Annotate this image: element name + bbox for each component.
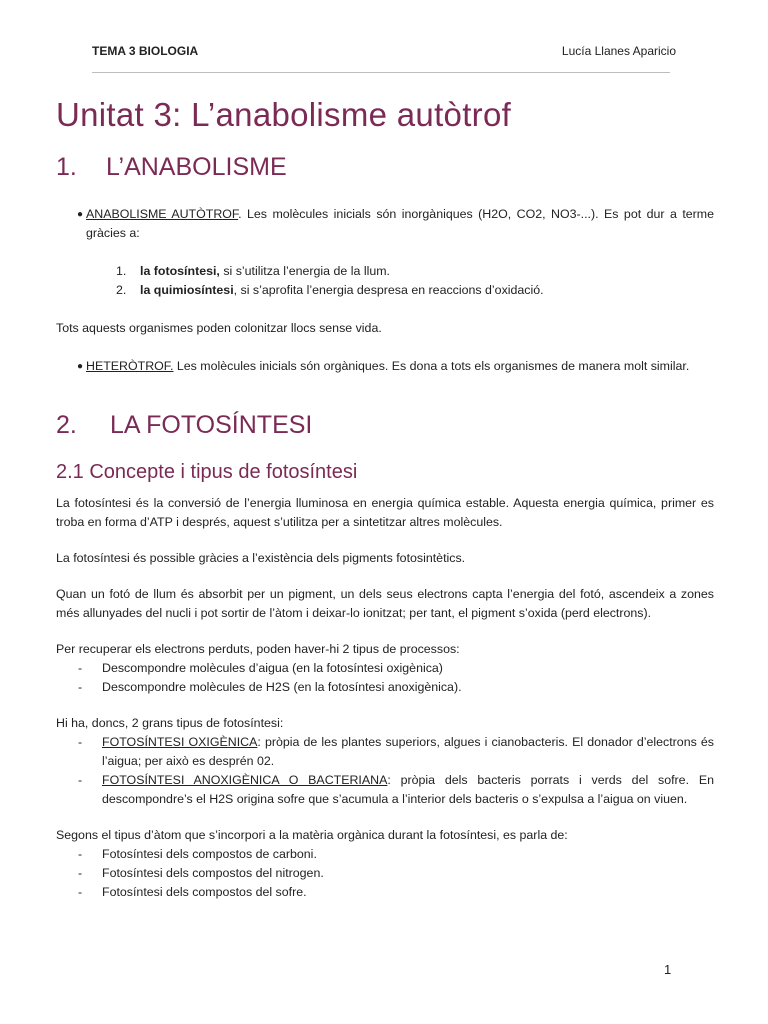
list-item-text: Fotosíntesi dels compostos del sofre. xyxy=(102,885,307,899)
page-header xyxy=(92,44,676,62)
paragraph-recover: Per recuperar els electrons perduts, poden haver-hi 2 tipus de processos: xyxy=(56,642,460,656)
document-body xyxy=(56,92,714,902)
list-item xyxy=(56,864,714,883)
item-bold: la quimiosíntesi xyxy=(140,283,234,297)
list-item xyxy=(56,845,714,864)
list-item-text: Fotosíntesi dels compostos del nitrogen. xyxy=(102,866,324,880)
header-divider xyxy=(92,72,670,73)
header-author: Lucía Llanes Aparicio xyxy=(561,44,676,58)
paragraph-atoms: Segons el tipus d’àtom que s’incorpori a la matèria orgànica durant la fotosíntesi, es parla de: xyxy=(56,828,568,842)
numbered-item-1 xyxy=(56,262,714,281)
dash-marker: - xyxy=(78,866,83,880)
numbered-list xyxy=(56,262,714,300)
term-anabolisme-autotrof: ANABOLISME AUTÒTROF xyxy=(86,207,239,221)
paragraph-photon: Quan un fotó de llum és absorbit per un pigment, un dels seus electrons capta l’energia del fotó, ascendeix a zones més allunyades del nucli i pot sortir de l’àtom i deixar-lo ionitzat; per tant, el pigment s’oxida (perd electrons). xyxy=(56,587,714,620)
list-item-text: Descompondre molècules de H2S (en la fotosíntesi anoxigènica). xyxy=(102,680,462,694)
dash-marker: - xyxy=(78,847,83,861)
list-item xyxy=(56,659,714,678)
bullet-anabolisme-autotrof xyxy=(56,205,714,243)
list-item-oxigenica xyxy=(56,733,714,771)
dash-marker: - xyxy=(78,735,83,749)
header-topic: TEMA 3 BIOLOGIA xyxy=(92,44,199,58)
paragraph-colonize: Tots aquests organismes poden colonitzar llocs sense vida. xyxy=(56,321,382,335)
text-anabolisme-autotrof: . Les molècules inicials són inorgàniques (H2O, CO2, NO3-...). Es pot dur a terme gràcies a: xyxy=(86,207,714,240)
dash-marker: - xyxy=(78,773,83,787)
section-1-number: 1. xyxy=(56,153,77,181)
section-2-number: 2. xyxy=(56,411,77,439)
list-item xyxy=(56,883,714,902)
term-anoxigenica: FOTOSÍNTESI ANOXIGÈNICA O BACTERIANA xyxy=(102,773,388,787)
item-text: si s’utilitza l’energia de la llum. xyxy=(219,264,390,278)
bullet-heterotrof xyxy=(56,357,714,376)
item-number: 2. xyxy=(116,283,127,297)
section-1-heading xyxy=(56,150,714,184)
term-oxigenica: FOTOSÍNTESI OXIGÈNICA xyxy=(102,735,258,749)
term-heterotrof: HETERÒTROF. xyxy=(86,359,174,373)
list-item xyxy=(56,678,714,697)
list-item-anoxigenica xyxy=(56,771,714,809)
process-list xyxy=(56,659,714,697)
dash-marker: - xyxy=(78,661,83,675)
paragraph-types: Hi ha, doncs, 2 grans tipus de fotosíntesi: xyxy=(56,716,284,730)
section-2-heading xyxy=(56,408,714,442)
page-number: 1 xyxy=(664,962,672,977)
dash-marker: - xyxy=(78,885,83,899)
bullet-dot: ● xyxy=(77,361,84,372)
document-title: Unitat 3: L’anabolisme autòtrof xyxy=(56,96,512,133)
paragraph-definition: La fotosíntesi és la conversió de l’energia lluminosa en energia química estable. Aquesta energia química, primer es troba en forma d’ATP i després, aquest s’utilitza per a sintetitzar altres molècules. xyxy=(56,496,714,529)
section-2-title: LA FOTOSÍNTESI xyxy=(110,411,313,439)
text-oxigenica: : pròpia de les plantes superiors, algues i cianobacteris. El donador d’electrons és l’aigua; per això es desprén 02. xyxy=(102,735,714,768)
photosynthesis-types-list xyxy=(56,733,714,809)
bullet-dot: ● xyxy=(77,209,84,220)
text-heterotrof: Les molècules inicials són orgàniques. Es dona a tots els organismes de manera molt similar. xyxy=(173,359,690,373)
numbered-item-2 xyxy=(56,281,714,300)
compounds-list xyxy=(56,845,714,902)
section-1-bullets-2 xyxy=(56,357,714,376)
section-1-bullets xyxy=(56,205,714,243)
item-text: , si s’aprofita l’energia despresa en reaccions d’oxidació. xyxy=(233,283,544,297)
section-1-title: L’ANABOLISME xyxy=(106,153,287,181)
item-bold: la fotosíntesi, xyxy=(140,264,220,278)
dash-marker: - xyxy=(78,680,83,694)
list-item-text: Fotosíntesi dels compostos de carboni. xyxy=(102,847,317,861)
subsection-2-1-heading: 2.1 Concepte i tipus de fotosíntesi xyxy=(56,461,358,483)
paragraph-pigments: La fotosíntesi és possible gràcies a l’existència dels pigments fotosintètics. xyxy=(56,551,466,565)
list-item-text: Descompondre molècules d’aigua (en la fotosíntesi oxigènica) xyxy=(102,661,443,675)
item-number: 1. xyxy=(116,264,127,278)
text-anoxigenica: : pròpia dels bacteris porrats i verds del sofre. En descompondre’s el H2S origina sofre que s’acumula a l’interior dels bacteris o s’expulsa a l’aigua on viuen. xyxy=(102,773,714,806)
